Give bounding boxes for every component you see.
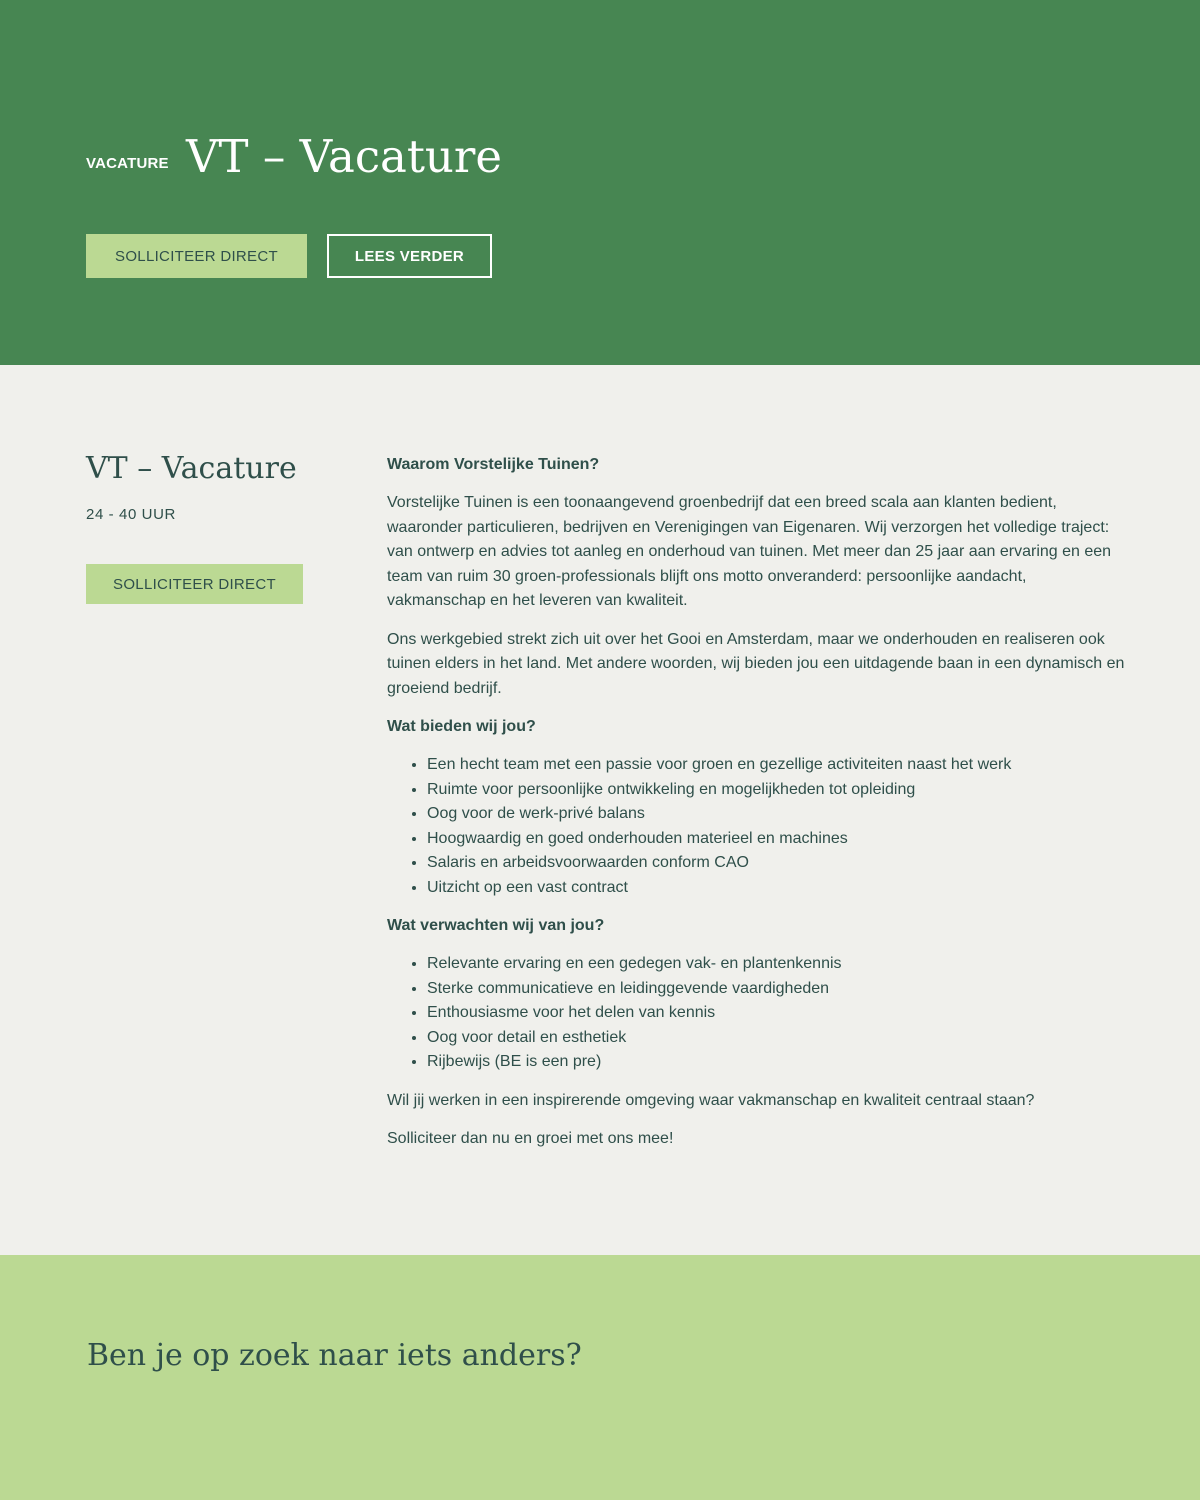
footer-title: Ben je op zoek naar iets anders? [87, 1338, 582, 1373]
intro-paragraph: Vorstelijke Tuinen is een toonaangevend groenbedrijf dat een breed scala aan klanten bedient, waaronder particulieren, bedrijven en Verenigingen van Eigenaren. Wij verzorgen het volledige traject: van ontwerp en advies tot aanleg en onderhoud van tuinen. Met meer dan 25 jaar aan ervaring en een team van ruim 30 groen-professionals blijft ons motto onveranderd: persoonlijke aandacht, vakmanschap en het leveren van kwaliteit. [387, 494, 1112, 609]
list-item: • Sterke communicatieve en leidinggevende vaardigheden [427, 977, 1127, 1002]
list-item: • Relevante ervaring en een gedegen vak- en plantenkennis [427, 952, 1127, 977]
heading-expect: Wat verwachten wij van jou? [387, 917, 605, 934]
list-item: • Hoogwaardig en goed onderhouden materieel en machines [427, 827, 1127, 852]
list-item: • Uitzicht op een vast contract [427, 876, 1127, 901]
vacancy-description [387, 453, 1127, 1166]
list-item: • Ruimte voor persoonlijke ontwikkeling en mogelijkheden tot opleiding [427, 778, 1127, 803]
list-item: • Oog voor detail en esthetiek [427, 1026, 1127, 1051]
vacancy-section [0, 365, 1200, 1255]
apply-button[interactable]: SOLLICITEER DIRECT [86, 234, 307, 278]
list-item: • Salaris en arbeidsvoorwaarden conform CAO [427, 851, 1127, 876]
hero-section [0, 0, 1200, 365]
heading-offer: Wat bieden wij jou? [387, 718, 536, 735]
closing-call: Solliciteer dan nu en groei met ons mee! [387, 1130, 674, 1147]
closing-question: Wil jij werken in een inspirerende omgeving waar vakmanschap en kwaliteit centraal staan? [387, 1091, 1035, 1109]
list-item: • Oog voor de werk-privé balans [427, 802, 1127, 827]
region-paragraph: Ons werkgebied strekt zich uit over het Gooi en Amsterdam, maar we onderhouden en realiseren ook tuinen elders in het land. Met andere woorden, wij bieden jou een uitdagende baan in een dynamisch en groeiend bedrijf. [387, 630, 1125, 697]
vacancy-hours: 24 - 40 UUR [86, 506, 176, 523]
hero-eyebrow: VACATURE [86, 155, 169, 172]
read-more-button[interactable]: LEES VERDER [327, 234, 492, 278]
list-item: • Enthousiasme voor het delen van kennis [427, 1001, 1127, 1026]
sidebar-apply-button[interactable]: SOLLICITEER DIRECT [86, 564, 303, 604]
list-item: • Een hecht team met een passie voor groen en gezellige activiteiten naast het werk [427, 753, 1127, 778]
footer-section [0, 1255, 1200, 1500]
expect-list [387, 952, 1127, 1075]
vacancy-title: VT – Vacature [86, 451, 297, 486]
list-item: • Rijbewijs (BE is een pre) [427, 1050, 1127, 1075]
page-title: VT – Vacature [186, 130, 503, 183]
heading-why: Waarom Vorstelijke Tuinen? [387, 456, 600, 473]
offer-list [387, 753, 1127, 900]
